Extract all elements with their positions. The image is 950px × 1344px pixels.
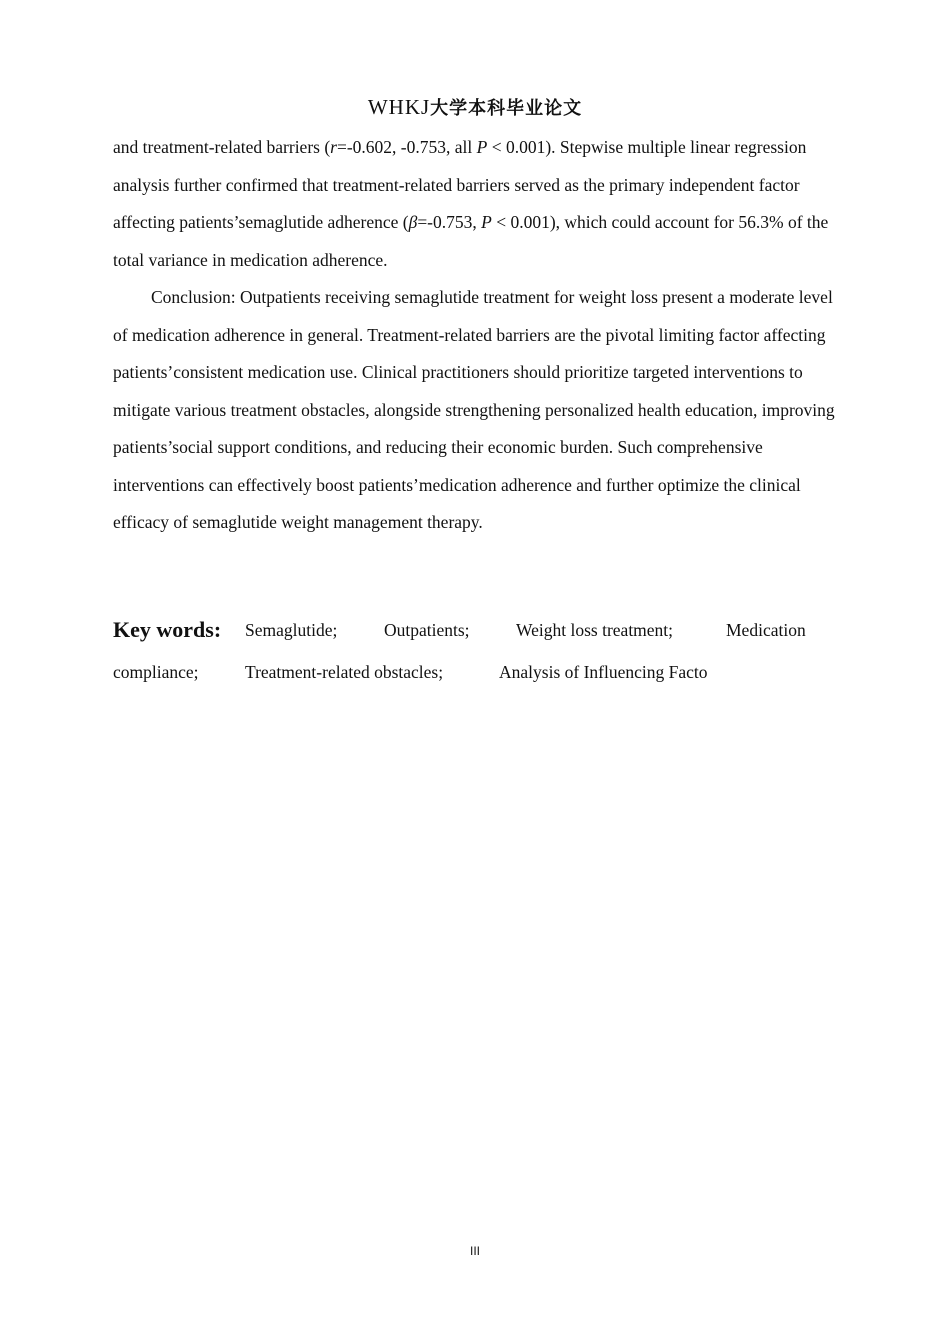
page-header [0,94,950,120]
keyword-item: Outpatients; [384,620,470,640]
header-title-chinese: 大学本科毕业论文 [430,98,583,119]
text-run: < 0.001). Stepwise multiple linear regression analysis further confirmed that treatment-related barriers served as the primary independent factor affecting patients’semaglutide adherence ( [113,137,807,232]
italic-p: P [476,137,488,157]
conclusion-paragraph: Conclusion: Outpatients receiving semaglutide treatment for weight loss present a moderate level of medication adherence in general. Treatment-related barriers are the pivotal limiting factor affecting patients’consistent medication use. Clinical practitioners should prioritize targeted interventions to mitigate various treatment obstacles, alongside strengthening personalized health education, improving patients’social support conditions, and reducing their economic burden. Such comprehensive interventions can effectively boost patients’medication adherence and further optimize the clinical efficacy of semaglutide weight management therapy. [113,287,835,532]
keywords-line-1 [113,617,838,662]
keyword-item: Treatment-related obstacles; [245,662,444,682]
keyword-item: Semaglutide; [245,620,338,640]
text-run: =-0.753, [417,212,482,232]
keyword-item: compliance; [113,662,199,682]
header-title-latin: WHKJ [367,95,431,119]
text-run: =-0.602, -0.753, all [336,137,477,157]
italic-beta: β [408,212,418,232]
page-number: III [469,1244,480,1258]
text-run: and treatment-related barriers ( [113,137,331,157]
keyword-item: Analysis of Influencing Facto [499,662,708,682]
italic-r: r [330,137,337,157]
keywords-label: Key words: [113,617,222,642]
abstract-body [113,129,838,542]
italic-p: P [481,212,492,232]
results-paragraph [113,129,838,279]
keywords-line-2 [113,662,838,704]
keyword-item: Medication [726,620,806,640]
keywords-section [113,617,838,704]
keyword-item: Weight loss treatment; [516,620,674,640]
text-run: < 0.001), which could account for 56.3% of the total variance in medication adherence. [113,212,829,270]
